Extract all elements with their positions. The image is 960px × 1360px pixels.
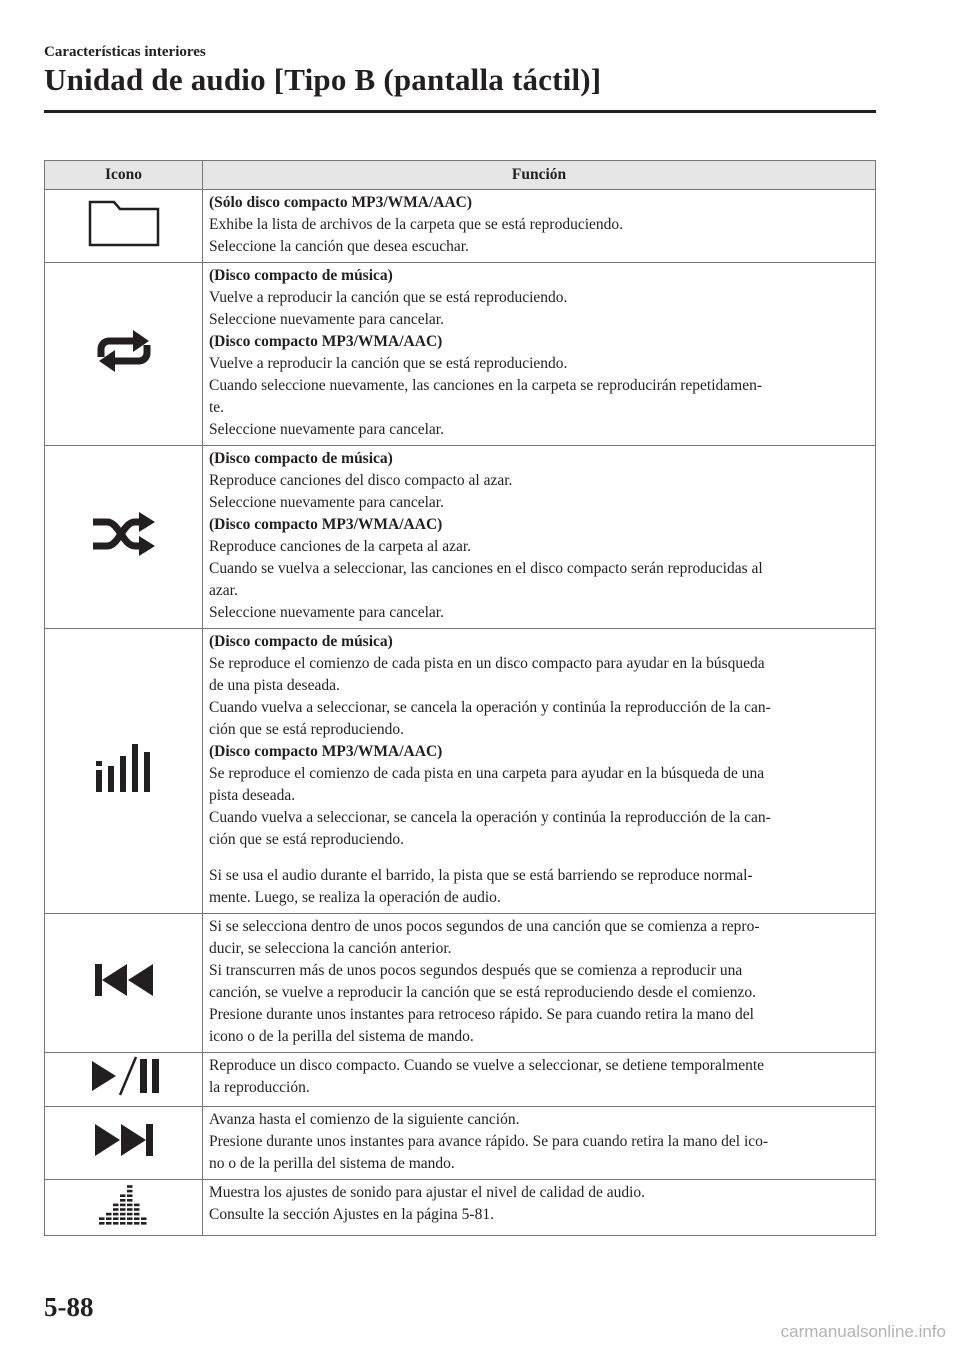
folder-icon — [88, 199, 160, 254]
table-row — [45, 446, 876, 629]
media-type-heading: (Disco compacto MP3/WMA/AAC) — [209, 743, 443, 760]
description-line: ducir, se selecciona la canción anterior. — [209, 940, 452, 957]
description-line: Si se selecciona dentro de unos pocos segundos de una canción que se comienza a repro- — [209, 918, 760, 935]
table-row — [45, 914, 876, 1053]
description-line: Cuando vuelva a seleccionar, se cancela la operación y continúa la reproducción de la can- — [209, 809, 771, 826]
description-line: canción, se vuelve a reproducir la canción que se está reproduciendo desde el comienzo. — [209, 984, 756, 1001]
description-line: Se reproduce el comienzo de cada pista en un disco compacto para ayudar en la búsqueda — [209, 655, 765, 672]
media-type-heading: (Disco compacto de música) — [209, 633, 393, 650]
table-row — [45, 1053, 876, 1107]
media-type-heading: (Disco compacto MP3/WMA/AAC) — [209, 333, 443, 350]
description-line: Reproduce un disco compacto. Cuando se vuelve a seleccionar, se detiene temporalmente — [209, 1057, 765, 1074]
description-line: Cuando seleccione nuevamente, las canciones en la carpeta se reproducirán repetidamen- — [209, 377, 762, 394]
description-line: de una pista deseada. — [209, 677, 340, 694]
description-line: Seleccione nuevamente para cancelar. — [209, 604, 444, 621]
page-title: Unidad de audio [Tipo B (pantalla táctil)] — [44, 62, 602, 97]
media-type-heading: (Disco compacto de música) — [209, 267, 393, 284]
next-track-icon — [91, 1120, 157, 1167]
icon-cell — [45, 263, 203, 446]
description-line: Si se usa el audio durante el barrido, la pista que se está barriendo se reproduce normal- — [209, 867, 753, 884]
description-line: Seleccione nuevamente para cancelar. — [209, 311, 444, 328]
table-row — [45, 190, 876, 263]
description-line: pista deseada. — [209, 787, 296, 804]
description-line: Cuando se vuelva a seleccionar, las canciones en el disco compacto serán reproducidas al — [209, 560, 763, 577]
description-line: Si transcurren más de unos pocos segundos después que se comienza a reproducir una — [209, 962, 743, 979]
description-cell — [203, 446, 876, 629]
description-line: Cuando vuelva a seleccionar, se cancela la operación y continúa la reproducción de la can- — [209, 699, 771, 716]
section-label: Características interiores — [44, 44, 206, 60]
play-pause-icon — [82, 1053, 166, 1106]
icon-cell — [45, 1053, 203, 1107]
description-line: la reproducción. — [209, 1079, 310, 1096]
watermark: carmanualsonline.info — [780, 1322, 946, 1341]
paragraph-gap — [209, 851, 869, 865]
page-number: 5-88 — [44, 1292, 94, 1322]
description-line: Vuelve a reproducir la canción que se está reproduciendo. — [209, 289, 568, 306]
description-line: ción que se está reproduciendo. — [209, 721, 404, 738]
description-line: Se reproduce el comienzo de cada pista en una carpeta para ayudar en la búsqueda de una — [209, 765, 765, 782]
description-line: no o de la perilla del sistema de mando. — [209, 1155, 455, 1172]
shuffle-icon — [89, 510, 159, 565]
column-header-icon: Icono — [45, 161, 203, 190]
media-type-heading: (Sólo disco compacto MP3/WMA/AAC) — [209, 194, 473, 211]
table-header-row — [45, 161, 876, 190]
table-row — [45, 1107, 876, 1180]
description-cell — [203, 1107, 876, 1180]
icon-cell — [45, 190, 203, 263]
repeat-icon — [91, 327, 157, 382]
icon-cell — [45, 1180, 203, 1236]
description-line: mente. Luego, se realiza la operación de audio. — [209, 889, 501, 906]
table-row — [45, 1180, 876, 1236]
icon-cell — [45, 629, 203, 914]
description-line: Exhibe la lista de archivos de la carpeta que se está reproduciendo. — [209, 216, 624, 233]
description-line: Presione durante unos instantes para retroceso rápido. Se para cuando retira la mano del — [209, 1006, 754, 1023]
title-divider — [44, 110, 876, 113]
description-line: Seleccione la canción que desea escuchar. — [209, 238, 469, 255]
description-line: Reproduce canciones del disco compacto al azar. — [209, 472, 513, 489]
icon-cell — [45, 446, 203, 629]
description-line: Seleccione nuevamente para cancelar. — [209, 494, 444, 511]
description-line: Presione durante unos instantes para avance rápido. Se para cuando retira la mano del ico- — [209, 1133, 769, 1150]
description-line: azar. — [209, 582, 238, 599]
description-line: Consulte la sección Ajustes en la página 5-81. — [209, 1206, 494, 1223]
description-cell — [203, 263, 876, 446]
column-header-function: Función — [203, 161, 876, 190]
previous-track-icon — [91, 960, 157, 1007]
icon-cell — [45, 914, 203, 1053]
description-line: ción que se está reproduciendo. — [209, 831, 404, 848]
description-cell — [203, 1180, 876, 1236]
table-row — [45, 263, 876, 446]
media-type-heading: (Disco compacto de música) — [209, 450, 393, 467]
icon-cell — [45, 1107, 203, 1180]
description-cell — [203, 914, 876, 1053]
description-line: icono o de la perilla del sistema de mando. — [209, 1028, 474, 1045]
icon-function-table — [44, 160, 876, 1236]
description-cell — [203, 629, 876, 914]
description-line: Avanza hasta el comienzo de la siguiente canción. — [209, 1111, 520, 1128]
description-line: Muestra los ajustes de sonido para ajustar el nivel de calidad de audio. — [209, 1184, 646, 1201]
description-line: Reproduce canciones de la carpeta al azar. — [209, 538, 472, 555]
description-cell — [203, 190, 876, 263]
description-line: te. — [209, 399, 225, 416]
scan-icon — [92, 742, 156, 801]
media-type-heading: (Disco compacto MP3/WMA/AAC) — [209, 516, 443, 533]
description-line: Vuelve a reproducir la canción que se está reproduciendo. — [209, 355, 568, 372]
description-cell — [203, 1053, 876, 1107]
table-row — [45, 629, 876, 914]
description-line: Seleccione nuevamente para cancelar. — [209, 421, 444, 438]
sound-settings-icon — [95, 1180, 153, 1235]
